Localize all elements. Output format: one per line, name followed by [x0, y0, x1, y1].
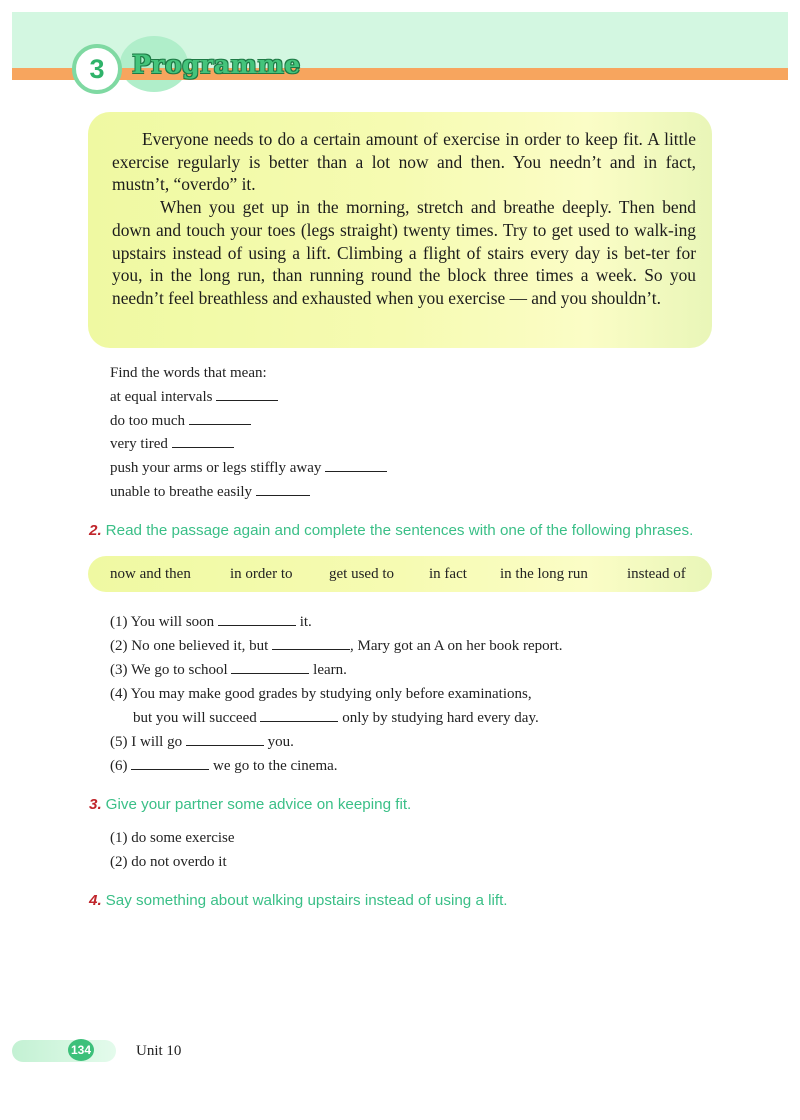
vocabulary-item: very tired — [110, 433, 387, 457]
vocabulary-prompt: Find the words that mean: — [110, 365, 267, 381]
footer-bar — [12, 1040, 116, 1062]
vocabulary-item: do too much — [110, 410, 387, 434]
vocabulary-item: push your arms or legs stiffly away — [110, 457, 387, 481]
exercise-number: 4. — [89, 892, 102, 909]
advice-item: (2) do not overdo it — [110, 854, 227, 870]
exercise-number: 2. — [89, 522, 102, 539]
section-number-badge — [72, 44, 122, 94]
section-title: Programme — [132, 50, 301, 79]
vocabulary-item: unable to breathe easily — [110, 481, 387, 505]
answer-blank — [260, 708, 338, 722]
answer-blank — [325, 458, 387, 472]
passage-paragraph: When you get up in the morning, stretch and breathe deeply. Then bend down and touch your toes (legs straight) twenty times. Try to get used to walk-ing upstairs instead of using a lift. Climbing a flight of stairs every day is bet-ter for you, in the long run, than running round the block three times a week. So you needn’t feel breathless and exhausted when you exercise — and you shouldn’t. — [112, 197, 696, 308]
exercise-4-instruction: 4. Say something about walking upstairs instead of using a lift. — [89, 892, 508, 909]
passage-paragraph: Everyone needs to do a certain amount of exercise in order to keep fit. A little exercise regularly is better than a lot now and then. You needn’t and in fact, mustn’t, “overdo” it. — [112, 129, 696, 195]
exercise-2-instruction: 2. Read the passage again and complete the sentences with one of the following phrases. — [89, 522, 694, 539]
advice-list — [110, 826, 235, 874]
answer-blank — [172, 434, 234, 448]
vocabulary-item: at equal intervals — [110, 386, 387, 410]
exercise-number: 3. — [89, 796, 102, 813]
sentence: (2) No one believed it, but , Mary got an A on her book report. — [110, 638, 563, 654]
exercise-3-instruction: 3. Give your partner some advice on keeping fit. — [89, 796, 412, 813]
sentence: (4) You may make good grades by studying only before examinations, — [110, 686, 532, 702]
answer-blank — [216, 387, 278, 401]
sentence: (3) We go to school learn. — [110, 662, 347, 678]
phrase-option: get used to — [329, 566, 394, 582]
sentence: (1) You will soon it. — [110, 614, 312, 630]
unit-label: Unit 10 — [136, 1043, 182, 1059]
phrase-bank — [88, 556, 712, 592]
section-number: 3 — [89, 53, 105, 84]
phrase-option: in the long run — [500, 566, 588, 582]
sentence: (6) we go to the cinema. — [110, 758, 338, 774]
advice-item: (1) do some exercise — [110, 830, 235, 846]
phrase-option: in order to — [230, 566, 293, 582]
vocabulary-exercise — [110, 362, 387, 505]
sentence-continuation: but you will succeed only by studying hard every day. — [133, 710, 539, 726]
answer-blank — [231, 660, 309, 674]
completion-sentences — [110, 610, 563, 778]
phrase-option: now and then — [110, 566, 191, 582]
answer-blank — [131, 756, 209, 770]
answer-blank — [272, 636, 350, 650]
answer-blank — [256, 482, 310, 496]
reading-passage — [88, 112, 712, 348]
answer-blank — [186, 732, 264, 746]
page-number: 134 — [68, 1039, 94, 1061]
phrase-option: instead of — [627, 566, 686, 582]
header-stripe — [12, 68, 788, 80]
phrase-option: in fact — [429, 566, 467, 582]
sentence: (5) I will go you. — [110, 734, 294, 750]
answer-blank — [218, 612, 296, 626]
answer-blank — [189, 411, 251, 425]
